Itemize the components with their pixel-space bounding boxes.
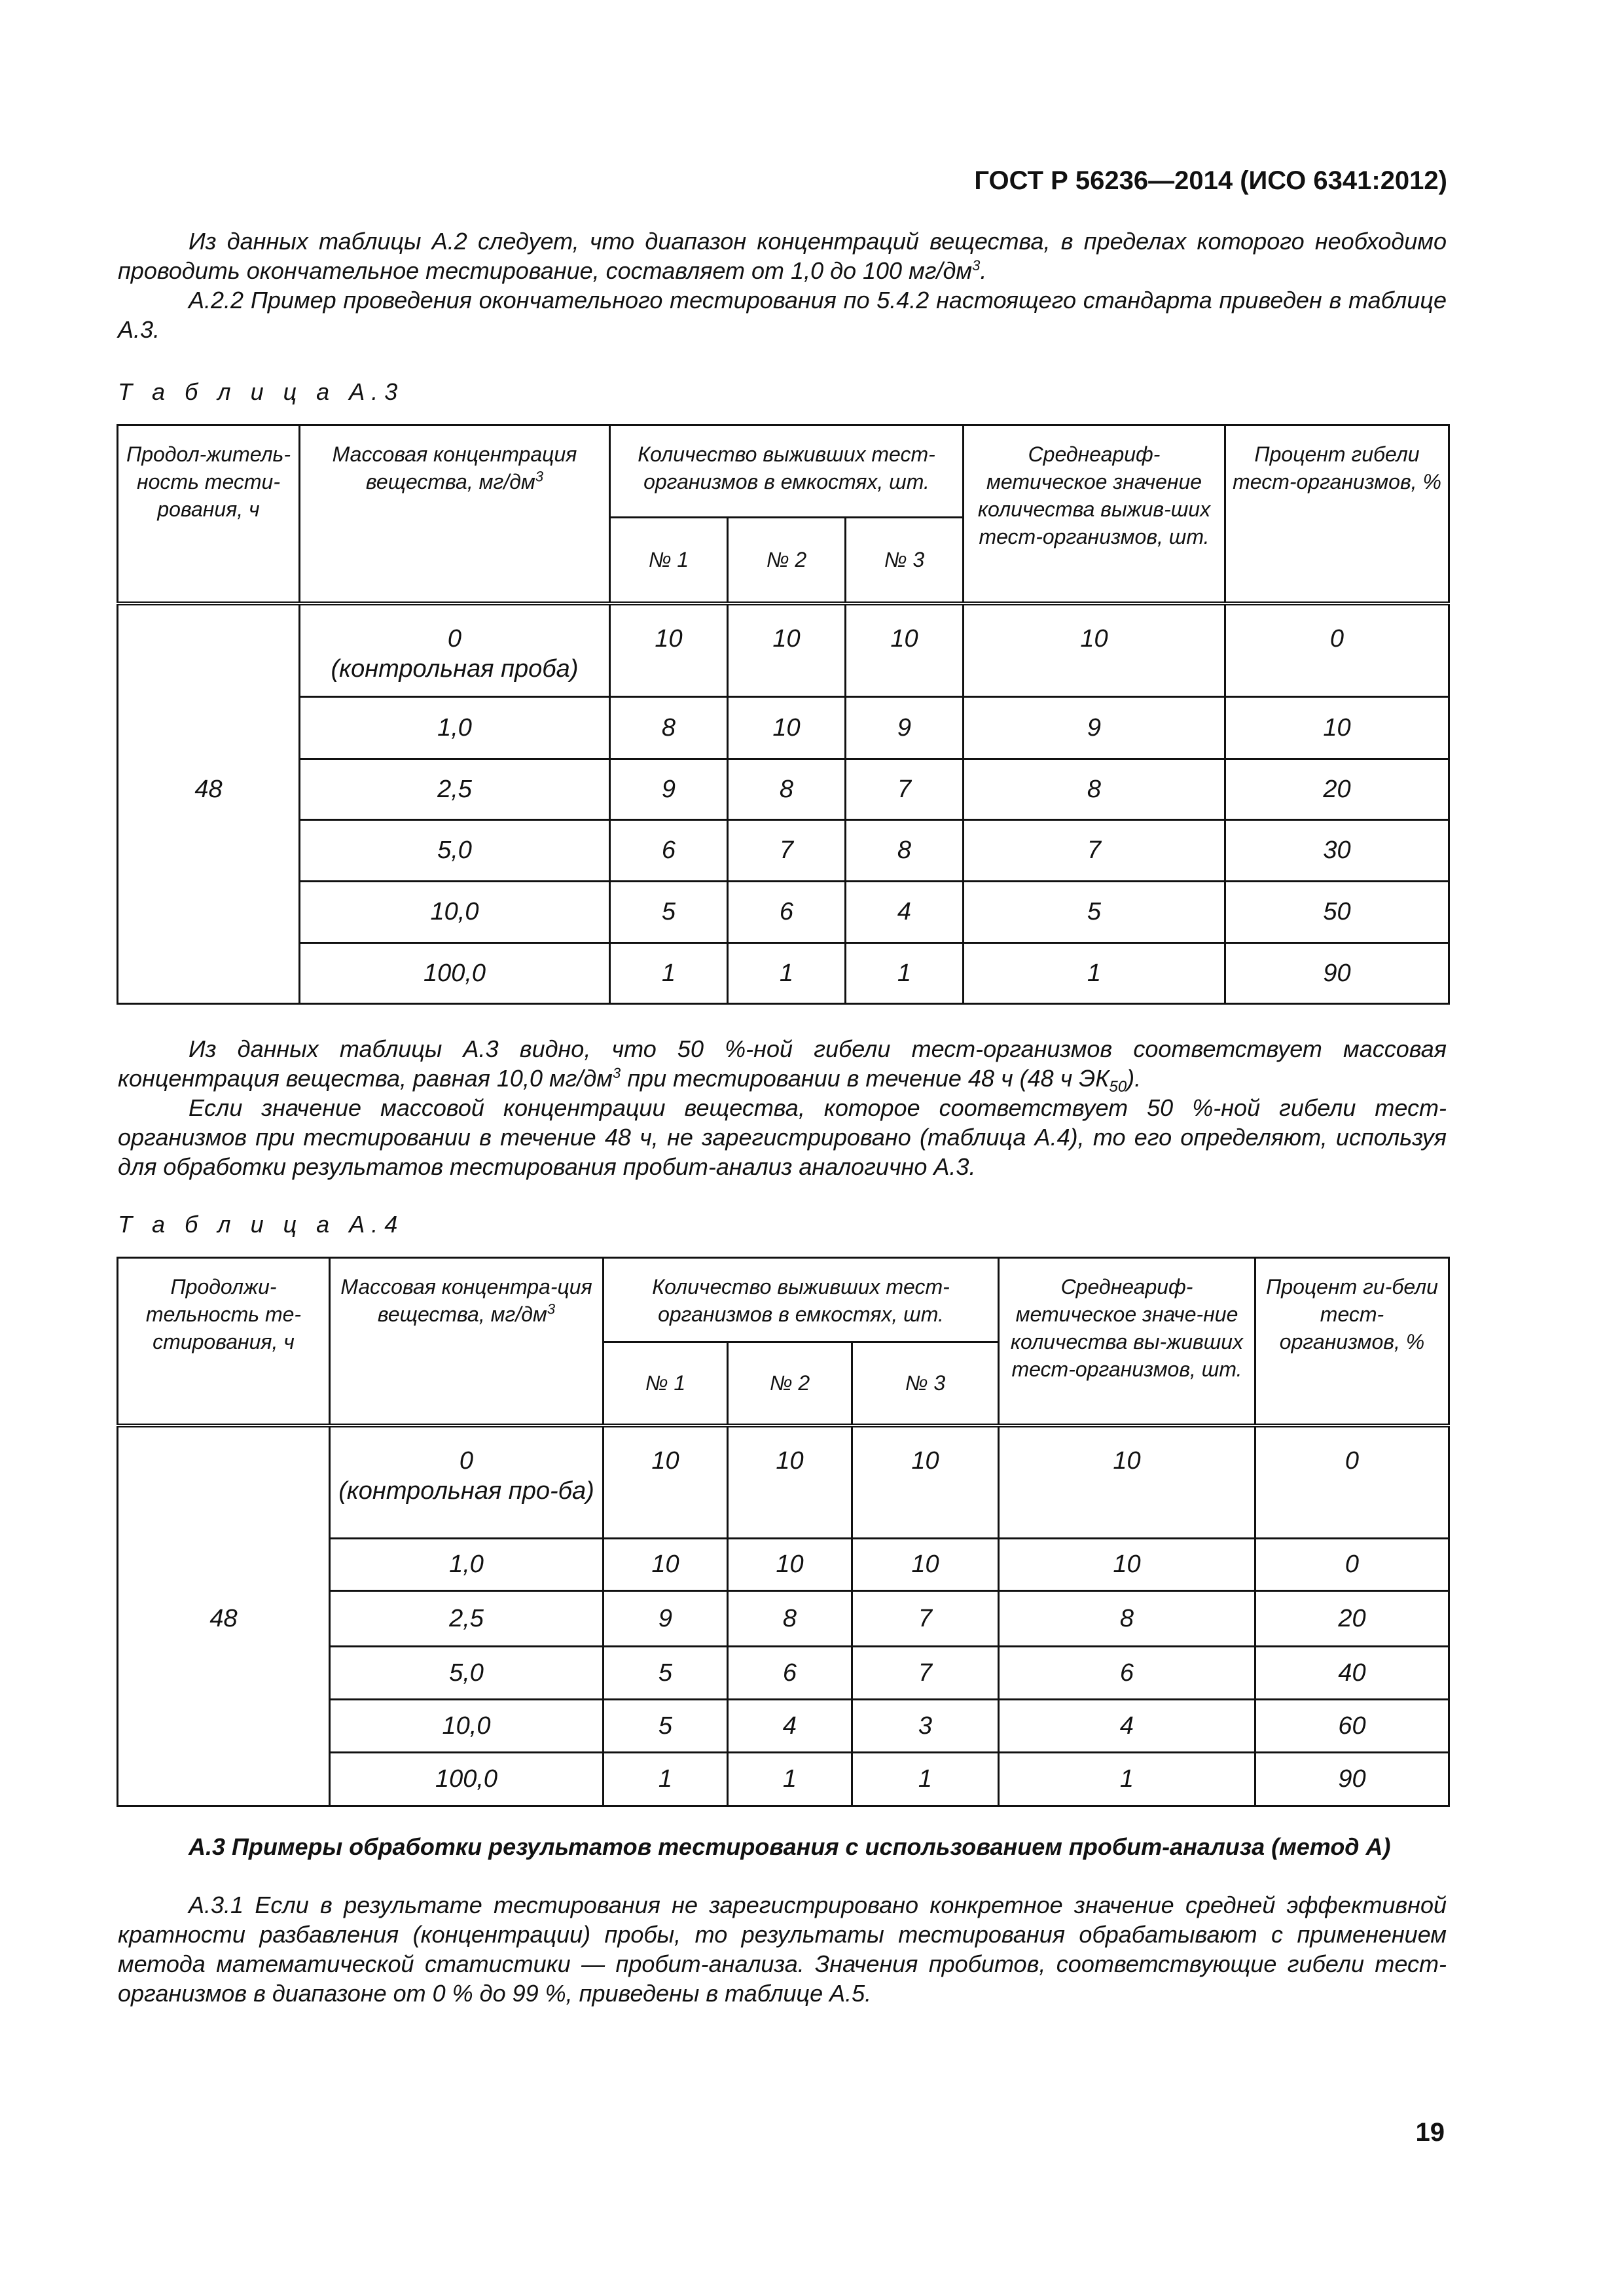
table-cell-concentration: 1,0 — [330, 1539, 604, 1591]
table-row — [118, 882, 1449, 943]
table-a3-header-no1: № 1 — [610, 518, 728, 603]
table-a3-caption: Т а б л и ц а А.3 — [118, 378, 405, 405]
table-cell-mean: 6 — [999, 1647, 1255, 1700]
table-cell-vessel-3: 1 — [852, 1753, 999, 1806]
table-cell-mortality: 90 — [1255, 1753, 1449, 1806]
table-cell-vessel-3: 4 — [846, 882, 964, 943]
table-cell-vessel-1: 1 — [610, 943, 728, 1004]
table-cell-vessel-1: 10 — [604, 1539, 728, 1591]
table-cell-vessel-3: 10 — [852, 1539, 999, 1591]
table-cell-vessel-1: 6 — [610, 820, 728, 882]
table-cell-concentration: 100,0 — [330, 1753, 604, 1806]
table-a4-duration-value: 48 — [118, 1591, 330, 1647]
table-a4-header-no2: № 2 — [728, 1342, 852, 1426]
table-cell-vessel-2: 8 — [728, 1591, 852, 1647]
table-a4-header-mean: Среднеариф-метическое значе-ние количества вы-живших тест-организмов, шт. — [999, 1258, 1255, 1426]
table-cell-concentration: 100,0 — [300, 943, 610, 1004]
table-cell-vessel-3: 1 — [846, 943, 964, 1004]
table-cell-mortality: 20 — [1225, 759, 1449, 820]
table-a4-caption: Т а б л и ц а А.4 — [118, 1211, 405, 1238]
table-cell-mean: 8 — [964, 759, 1225, 820]
table-cell-concentration: 10,0 — [330, 1700, 604, 1753]
table-cell-vessel-1: 5 — [604, 1700, 728, 1753]
table-a4-header-no3: № 3 — [852, 1342, 999, 1426]
table-cell-mean: 10 — [999, 1539, 1255, 1591]
table-cell-concentration: 2,5 — [300, 759, 610, 820]
table-cell-mortality: 90 — [1225, 943, 1449, 1004]
table-cell-concentration: 5,0 — [330, 1647, 604, 1700]
table-cell-mortality: 10 — [1225, 697, 1449, 759]
table-row — [118, 943, 1449, 1004]
table-cell-mortality: 30 — [1225, 820, 1449, 882]
table-cell-mean: 10 — [999, 1426, 1255, 1539]
table-row — [118, 1753, 1449, 1806]
table-row — [118, 603, 1449, 697]
table-cell-mean: 8 — [999, 1591, 1255, 1647]
table-row — [118, 1591, 1449, 1647]
table-cell-vessel-3: 10 — [852, 1426, 999, 1539]
table-cell-vessel-2: 6 — [728, 882, 846, 943]
table-row — [118, 697, 1449, 759]
table-cell-vessel-3: 7 — [852, 1591, 999, 1647]
table-a3-header-survivors: Количество выживших тест-организмов в емкостях, шт. — [610, 425, 964, 518]
table-a4-duration-cell — [118, 1426, 330, 1539]
table-row — [118, 1647, 1449, 1700]
table-cell-concentration: 5,0 — [300, 820, 610, 882]
table-a4-header-no1: № 1 — [604, 1342, 728, 1426]
table-a3-header-mean: Среднеариф-метическое значение количества выжив-ших тест-организмов, шт. — [964, 425, 1225, 603]
table-cell-concentration: 1,0 — [300, 697, 610, 759]
table-cell-mean: 1 — [964, 943, 1225, 1004]
table-cell-mortality: 0 — [1255, 1426, 1449, 1539]
table-cell-vessel-2: 1 — [728, 943, 846, 1004]
page-number: 19 — [1415, 2118, 1445, 2147]
table-a3-header-no2: № 2 — [728, 518, 846, 603]
table-cell-vessel-3: 7 — [846, 759, 964, 820]
section-a3-heading: А.3 Примеры обработки результатов тестирования с использованием пробит-анализа (метод А) — [189, 1833, 1391, 1860]
table-cell-mortality: 0 — [1255, 1539, 1449, 1591]
table-cell-vessel-2: 1 — [728, 1753, 852, 1806]
table-a4-header-mortality: Процент ги-бели тест-организмов, % — [1255, 1258, 1449, 1426]
table-row — [118, 1700, 1449, 1753]
table-a4-header-duration: Продолжи-тельность те-стирования, ч — [118, 1258, 330, 1426]
table-cell-concentration: 0 (контрольная проба) — [300, 603, 610, 697]
table-row — [118, 1426, 1449, 1539]
table-cell-vessel-2: 10 — [728, 697, 846, 759]
table-cell-vessel-3: 10 — [846, 603, 964, 697]
table-cell-mortality: 0 — [1225, 603, 1449, 697]
paragraph-a31: А.3.1 Если в результате тестирования не зарегистрировано конкретное значение средней эффективной кратности разбавления (концентрации) пробы, то результаты тестирования обрабатывают с применением метода математической статистики — пробит-анализа. Значения пробитов, соответствующие гибели тест-организмов в диапазоне от 0 % до 99 %, приведены в таблице А.5. — [118, 1892, 1447, 2007]
table-cell-vessel-1: 9 — [604, 1591, 728, 1647]
table-row — [118, 759, 1449, 820]
table-cell-concentration: 0 (контрольная про-ба) — [330, 1426, 604, 1539]
table-cell-vessel-2: 8 — [728, 759, 846, 820]
table-cell-mortality: 50 — [1225, 882, 1449, 943]
table-a3-duration-value: 48 — [118, 759, 300, 820]
table-cell-mean: 9 — [964, 697, 1225, 759]
paragraph-a22: А.2.2 Пример проведения окончательного тестирования по 5.4.2 настоящего стандарта приведен в таблице А.3. — [118, 287, 1447, 343]
table-a4 — [117, 1257, 1450, 1807]
table-a3-header-no3: № 3 — [846, 518, 964, 603]
table-cell-vessel-2: 7 — [728, 820, 846, 882]
table-cell-vessel-1: 10 — [604, 1426, 728, 1539]
table-a4-header-concentration: Массовая концентра-ция вещества, $мг/дм^3$ — [330, 1258, 604, 1426]
table-cell-mean: 1 — [999, 1753, 1255, 1806]
paragraph-probit-reference: Если значение массовой концентрации вещества, которое соответствует 50 %-ной гибели тест-организмов при тестировании в течение 48 ч, не зарегистрировано (таблица А.4), то его определяют, используя для обработки результатов тестирования пробит-анализ аналогично А.3. — [118, 1094, 1447, 1180]
table-cell-vessel-2: 6 — [728, 1647, 852, 1700]
table-a3-header-concentration: Массовая концентрация вещества, $мг/дм^3$ — [300, 425, 610, 603]
table-cell-mean: 7 — [964, 820, 1225, 882]
table-cell-mortality: 60 — [1255, 1700, 1449, 1753]
table-cell-vessel-1: 10 — [610, 603, 728, 697]
table-cell-vessel-1: 9 — [610, 759, 728, 820]
table-a3 — [117, 424, 1450, 1005]
table-a3-duration-cell — [118, 603, 300, 697]
paragraph-range-conclusion: Из данных таблицы А.2 следует, что диапазон концентраций вещества, в пределах которого необходимо проводить окончательное тестирование, составляет от 1,0 до 100 $мг/дм^3$. — [118, 228, 1447, 284]
table-cell-vessel-3: 7 — [852, 1647, 999, 1700]
table-cell-mean: 5 — [964, 882, 1225, 943]
table-row — [118, 1539, 1449, 1591]
table-cell-vessel-3: 8 — [846, 820, 964, 882]
table-cell-concentration: 10,0 — [300, 882, 610, 943]
table-cell-vessel-3: 9 — [846, 697, 964, 759]
document-code-header: ГОСТ Р 56236—2014 (ИСО 6341:2012) — [974, 166, 1447, 195]
paragraph-a3-conclusion: Из данных таблицы А.3 видно, что 50 %-ной гибели тест-организмов соответствует массовая концентрация вещества, равная 10,0 $мг/дм^3$ при тестировании в течение 48 ч (48 ч $ЭК_{50}$). — [118, 1035, 1447, 1096]
table-a4-header-survivors: Количество выживших тест-организмов в емкостях, шт. — [604, 1258, 999, 1342]
table-cell-vessel-2: 10 — [728, 1426, 852, 1539]
table-a3-header-duration: Продол-житель-ность тести-рования, ч — [118, 425, 300, 603]
table-cell-vessel-1: 5 — [610, 882, 728, 943]
table-cell-vessel-2: 10 — [728, 1539, 852, 1591]
table-cell-concentration: 2,5 — [330, 1591, 604, 1647]
table-row — [118, 820, 1449, 882]
table-cell-vessel-2: 10 — [728, 603, 846, 697]
table-cell-mean: 4 — [999, 1700, 1255, 1753]
table-cell-vessel-1: 5 — [604, 1647, 728, 1700]
table-cell-vessel-1: 1 — [604, 1753, 728, 1806]
table-cell-mean: 10 — [964, 603, 1225, 697]
table-cell-mortality: 20 — [1255, 1591, 1449, 1647]
table-cell-vessel-2: 4 — [728, 1700, 852, 1753]
table-a3-header-mortality: Процент гибели тест-организмов, % — [1225, 425, 1449, 603]
table-cell-vessel-3: 3 — [852, 1700, 999, 1753]
table-cell-vessel-1: 8 — [610, 697, 728, 759]
table-cell-mortality: 40 — [1255, 1647, 1449, 1700]
